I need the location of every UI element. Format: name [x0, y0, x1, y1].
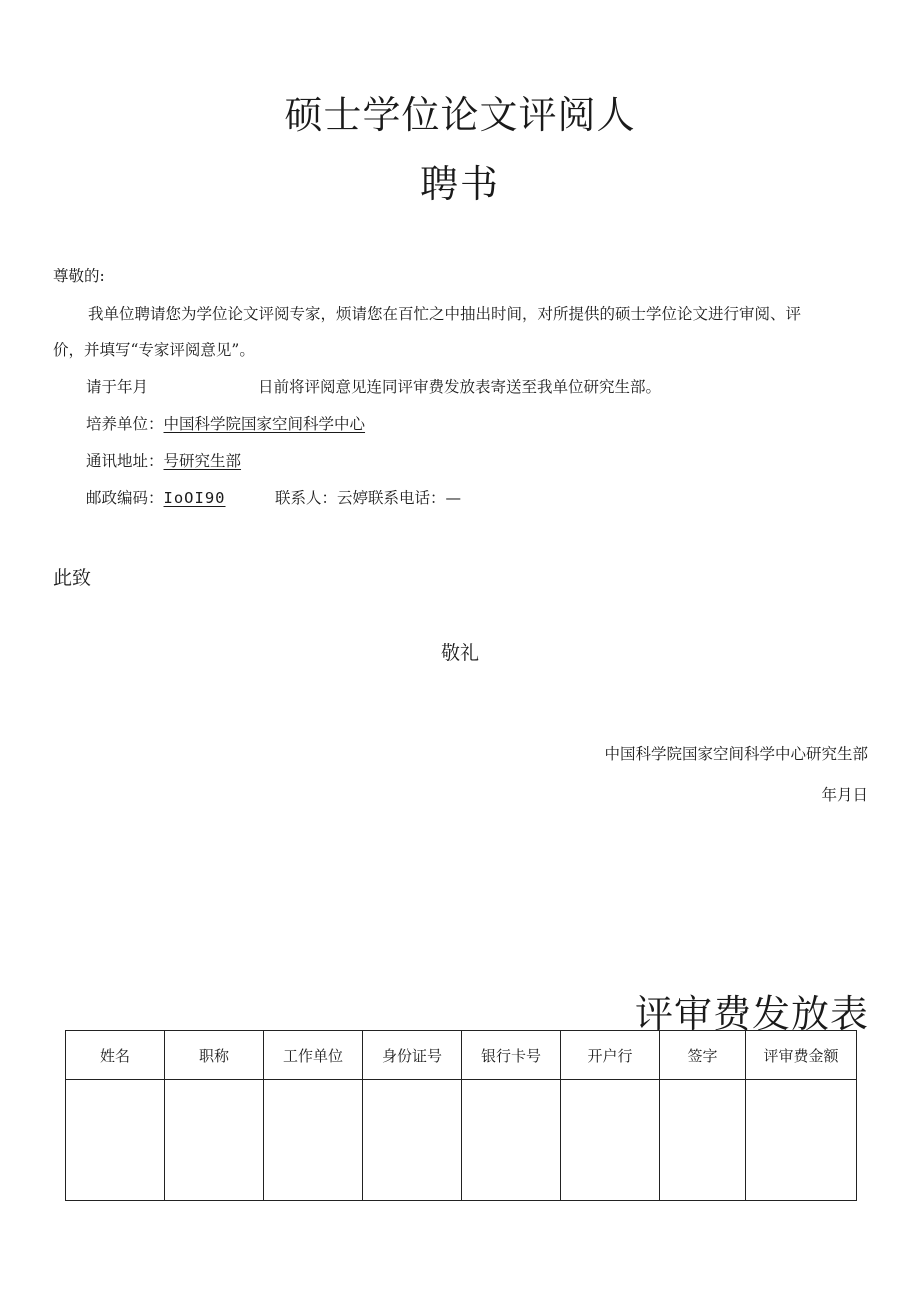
- cell-bank[interactable]: [561, 1080, 660, 1201]
- address-line: [86, 449, 241, 471]
- header-title: 职称: [165, 1031, 264, 1080]
- fee-table-title: 评审费发放表: [634, 992, 869, 1036]
- salutation: 尊敬的:: [53, 267, 105, 285]
- deadline-prefix: 请于年月: [86, 378, 149, 396]
- closing-salutation: 此致: [53, 567, 92, 589]
- header-bank-card: 银行卡号: [462, 1031, 561, 1080]
- address-label: 通讯地址：: [86, 452, 164, 470]
- training-unit-label: 培养单位：: [86, 415, 164, 433]
- header-bank: 开户行: [561, 1031, 660, 1080]
- training-unit-line: [86, 412, 365, 434]
- signature-organization: 中国科学院国家空间科学中心研究生部: [604, 745, 868, 763]
- deadline-line: [86, 375, 661, 397]
- address-value: 号研究生部: [163, 452, 242, 470]
- training-unit-value: 中国科学院国家空间科学中心: [163, 415, 366, 433]
- closing-regards: 敬礼: [440, 642, 479, 664]
- signature-date: 年月日: [821, 786, 868, 804]
- header-name: 姓名: [66, 1031, 165, 1080]
- document-title: 硕士学位论文评阅人: [284, 93, 636, 137]
- header-fee-amount: 评审费金额: [746, 1031, 857, 1080]
- cell-name[interactable]: [66, 1080, 165, 1201]
- cell-bank-card[interactable]: [462, 1080, 561, 1201]
- cell-id-number[interactable]: [363, 1080, 462, 1201]
- header-workplace: 工作单位: [264, 1031, 363, 1080]
- header-id-number: 身份证号: [363, 1031, 462, 1080]
- fee-table-header-row: [66, 1031, 857, 1080]
- cell-signature[interactable]: [660, 1080, 746, 1201]
- header-signature: 签字: [660, 1031, 746, 1080]
- fee-table: [65, 1030, 857, 1201]
- cell-fee-amount[interactable]: [746, 1080, 857, 1201]
- table-row: [66, 1080, 857, 1201]
- deadline-suffix: 日前将评阅意见连同评审费发放表寄送至我单位研究生部。: [258, 378, 662, 396]
- contact-info: 联系人：云婷联系电话：—: [275, 489, 462, 507]
- cell-workplace[interactable]: [264, 1080, 363, 1201]
- postal-code-line: [86, 486, 226, 508]
- document-subtitle: 聘书: [419, 162, 500, 206]
- paragraph-line-2: 价，并填写“专家评阅意见”。: [53, 341, 255, 359]
- postal-code-label: 邮政编码：: [86, 489, 164, 507]
- cell-title[interactable]: [165, 1080, 264, 1201]
- postal-code-value: IoOI90: [163, 489, 226, 507]
- paragraph-line-1: 我单位聘请您为学位论文评阅专家，烦请您在百忙之中抽出时间，对所提供的硕士学位论文进行审阅、评: [88, 305, 802, 323]
